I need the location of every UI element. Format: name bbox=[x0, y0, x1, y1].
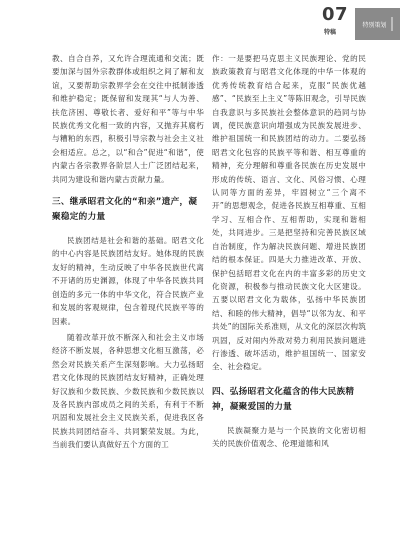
section-heading: 四、弘扬昭君文化蕴含的伟大民族精神，凝聚爱国的力量 bbox=[212, 386, 355, 412]
paragraph: 作：一是要把马克思主义民族理论、党的民族政策教育与昭君文化体现的中华一体观的优秀传统教育结合起来，克服“民族优越感”、“民族至上主义”等陈旧观念，引导民族自我意识与多民族社会整体意识的趋同与协调，使民族意识向增强成为民族发展进步、维护祖国统一和民族团结的动力。二要弘扬昭君文化包容的民族平等和谐、相互尊重的精神，充分理解和尊重各民族在历史发展中形成的传统、语言、文化、风俗习惯、心理认同等方面的差异，牢固树立“三个离不开”的思想观念，促进各民族互相尊重、互相学习、互相合作、互相帮助，实现和谐相处，共同进步。三是把坚持和完善民族区域自治制度，作为解决民族问题、增进民族团结的根本保证。四是大力推进改革、开放、保护包括昭君文化在内的丰富多彩的历史文化资源，积极参与推动民族文化大区建设。五要以昭君文化为载体，弘扬中华民族团结、和睦的伟大精神，倡导“以邻为友、和平共处”的国际关系准则，从文化的深层次构筑巩固，反对闹内外敌对势力利用民族问题进行渗透、破坏活动，维护祖国统一、国家安全、社会稳定。 bbox=[212, 54, 366, 372]
paragraph: 民族凝聚力是与一个民族的文化密切相关的民族价值观念、伦理道德和风 bbox=[212, 425, 366, 449]
section-tab bbox=[355, 8, 400, 40]
page-header bbox=[308, 0, 400, 44]
right-column bbox=[212, 52, 366, 454]
tab-divider bbox=[391, 17, 393, 31]
page-number: 07 bbox=[322, 4, 349, 25]
section-heading: 三、继承昭君文化的“和亲”遗产，凝聚稳定的力量 bbox=[52, 197, 198, 223]
left-column bbox=[52, 52, 204, 455]
paragraph: 教、自合自养，又允许合理流通和交流；既要加深与国外宗教群体或组织之间了解和友谊，又要帮助宗教界学会在交往中抵制渗透和维护稳定；既保留和发现其“与人为善、扶危济困、尊敬长者、爱好和平”等与中华民族优秀文化相一致的内容，又抛弃其腐朽与糟粕的东西，积极引导宗教与社会主义社会相适应。总之，以“和合”促进“和谐”，使内蒙古各宗教界各阶层人士广泛团结起来，共同为建设和谐内蒙古贡献力量。 bbox=[52, 54, 204, 184]
section-label: 特稿 bbox=[324, 29, 337, 36]
section-tab-label: 特别策划 bbox=[362, 21, 387, 29]
paragraph: 民族团结是社会和谐的基础。昭君文化的中心内容是民族团结友好。她体现的民族友好的精神，生动反映了中华各民族世代离不开诸的历史渊源，体现了中华各民族共同创造的多元一体的中华文化，符合民族产业和发展的客观规律，包含着现代民族平等的因素。 bbox=[52, 236, 204, 326]
paragraph: 随着改革开放不断深入和社会主义市场经济不断发展，各种思想文化相互激荡，必然会对民族关系产生深刻影响。大力弘扬昭君文化体现的民族团结友好精神，正确处理好汉族和少数民族、少数民族和少数民族以及各民族内部成员之间的关系，有利于不断巩固和发展社会主义民族关系，促进我区各民族共同团结奋斗、共同繁荣发展。为此，当前我们要认真做好五个方面的工 bbox=[52, 332, 204, 450]
